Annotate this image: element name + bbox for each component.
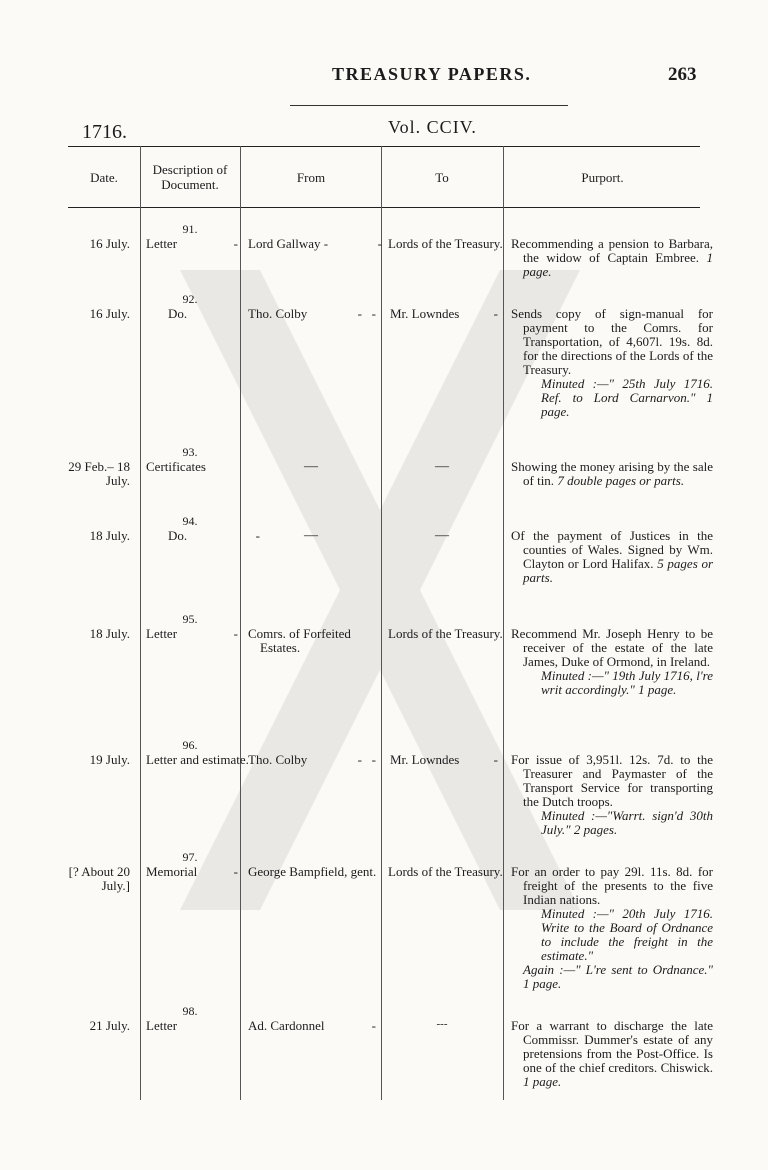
- entry-date: 29 Feb.– 18 July.: [68, 459, 130, 488]
- entry-to: ---: [436, 1018, 448, 1030]
- column-header-description: Description of Document.: [152, 162, 228, 192]
- entry-date: 21 July.: [89, 1018, 130, 1033]
- entry-to: Mr. Lowndes -: [390, 752, 498, 767]
- column-header-from: From: [296, 170, 326, 185]
- entry-to: —: [435, 528, 449, 543]
- running-title: TREASURY PAPERS.: [332, 64, 532, 84]
- entry-description: Memorial -: [146, 864, 238, 879]
- entry-number: 98.: [182, 1004, 198, 1018]
- entry-purport: Showing the money arising by the sale of tin. 7 double pages or parts.: [511, 459, 713, 488]
- header-rule: [290, 105, 568, 106]
- column-header-date: Date.: [90, 170, 118, 185]
- entry-date: 18 July.: [89, 626, 130, 641]
- entry-date: 18 July.: [89, 528, 130, 543]
- entry-to: Mr. Lowndes -: [390, 306, 498, 321]
- entry-from: Lord Gallway - -: [248, 236, 382, 251]
- table-head-rule: [68, 207, 700, 208]
- entry-date: 16 July.: [89, 236, 130, 251]
- entry-number: 94.: [182, 514, 198, 528]
- entry-to: —: [435, 459, 449, 474]
- entry-purport: Recommending a pension to Barbara, the widow of Captain Embree. 1 page.: [511, 236, 713, 279]
- entry-to: Lords of the Treasury.: [388, 626, 503, 641]
- entry-description: Letter: [146, 1018, 178, 1033]
- entry-purport: For a warrant to discharge the late Commissr. Dummer's estate of any pretensions from the Post-Office. Is one of the chief creditors. Chiswick. 1 page.: [511, 1018, 713, 1089]
- entry-date: 16 July.: [89, 306, 130, 321]
- entry-description: Letter -: [146, 626, 238, 641]
- entry-from: George Bampfield, gent.: [248, 864, 377, 879]
- entry-to: Lords of the Treasury.: [388, 864, 503, 879]
- entry-purport: Recommend Mr. Joseph Henry to be receiver of the estate of the late James, Duke of Ormond, in Ireland. Minuted :—" 19th July 1716, l're writ accordingly." 1 page.: [511, 626, 713, 697]
- column-divider: [503, 146, 504, 1100]
- entry-description: Letter and estimate.: [146, 752, 249, 767]
- entry-number: 92.: [182, 292, 198, 306]
- entry-number: 97.: [182, 850, 198, 864]
- column-divider: [240, 146, 241, 1100]
- entry-from: —: [304, 459, 318, 474]
- entry-description: Do. -: [168, 528, 260, 543]
- entry-description: Certificates: [146, 459, 206, 474]
- entry-to: Lords of the Treasury.: [388, 236, 503, 251]
- column-divider: [381, 146, 382, 1100]
- entry-date: [? About 20 July.]: [68, 864, 130, 893]
- entry-description: Letter -: [146, 236, 238, 251]
- entry-from: Tho. Colby - -: [248, 752, 376, 767]
- entry-number: 95.: [182, 612, 198, 626]
- entry-purport: For issue of 3,951l. 12s. 7d. to the Treasurer and Paymaster of the Transport Service for transporting the Dutch troops. Minuted :—"Warrt. sign'd 30th July." 2 pages.: [511, 752, 713, 837]
- entry-from: Comrs. of Forfeited Estates.: [248, 626, 351, 655]
- entry-purport: Sends copy of sign-manual for payment to the Comrs. for Transportation, of 4,607l. 19s. 8d. for the directions of the Lords of the Treasury. Minuted :—" 25th July 1716. Ref. to Lord Carnarvon." 1 page.: [511, 306, 713, 419]
- entry-description: Do.: [168, 306, 188, 321]
- entry-from: —: [304, 528, 318, 543]
- volume-label: Vol. CCIV.: [388, 117, 477, 137]
- column-header-purport: Purport.: [581, 170, 624, 185]
- entry-purport: For an order to pay 29l. 11s. 8d. for freight of the presents to the five Indian nations. Minuted :—" 20th July 1716. Write to the Board of Ordnance to include the freight in the estimate." Again :—" L're sent to Ordnance." 1 page.: [511, 864, 713, 991]
- entry-date: 19 July.: [89, 752, 130, 767]
- table-top-rule: [68, 146, 700, 147]
- entry-number: 96.: [182, 738, 198, 752]
- year-label: 1716.: [82, 121, 127, 143]
- entry-from: Ad. Cardonnel -: [248, 1018, 376, 1033]
- page-number: 263: [668, 64, 697, 85]
- entry-number: 91.: [182, 222, 198, 236]
- entry-number: 93.: [182, 445, 198, 459]
- column-header-to: To: [435, 170, 449, 185]
- entry-from: Tho. Colby - -: [248, 306, 376, 321]
- entry-purport: Of the payment of Justices in the counties of Wales. Signed by Wm. Clayton or Lord Halifax. 5 pages or parts.: [511, 528, 714, 585]
